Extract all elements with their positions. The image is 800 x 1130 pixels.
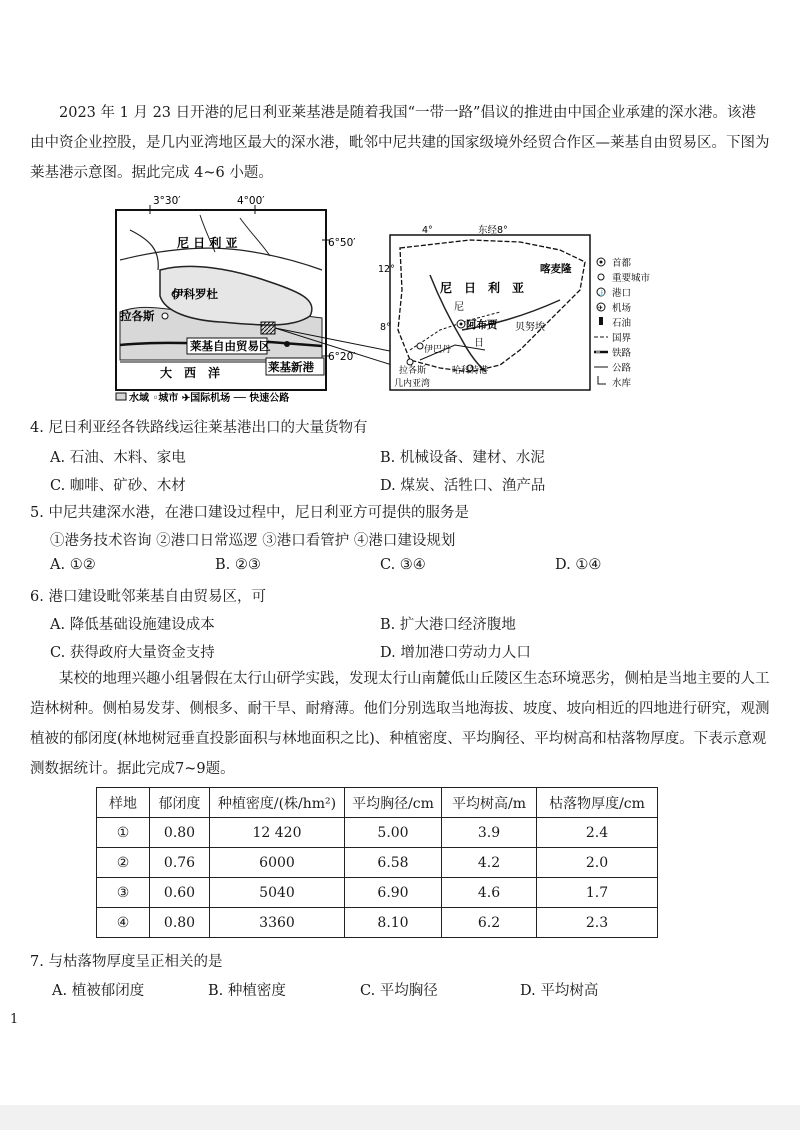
intro-2-text: 某校的地理兴趣小组暑假在太行山研学实践，发现太行山南麓低山丘陵区生态环境恶劣，侧柏是当地主要的人工造林树种。侧柏易发芽、侧根多、耐干旱、耐瘠薄。他们分别选取当地海拔、坡度、坡向相近的四地进行研究，观测植被的郁闭度(林地树冠垂直投影面积与林地面积之比)、种植密度、平均胸径、平均树高和枯落物厚度。下表示意观测数据统计。据此完成7~9题。 xyxy=(30,671,770,777)
left-port-label: 莱基新港 xyxy=(268,360,314,374)
cell: 5.00 xyxy=(345,818,442,848)
cell: 4.2 xyxy=(442,848,537,878)
q5-stem: 5. 中尼共建深水港，在港口建设过程中，尼日利亚方可提供的服务是 xyxy=(30,505,469,521)
map-figure xyxy=(0,0,800,430)
right-lat-b: 8° xyxy=(380,322,391,333)
cell: 0.80 xyxy=(150,908,210,938)
q7-option-d[interactable]: D. 平均树高 xyxy=(520,983,599,999)
legend-railway: 铁路 xyxy=(612,348,632,359)
left-lagos-label: 拉各斯 xyxy=(120,309,155,323)
legend-water-swatch xyxy=(116,393,126,400)
page-number: 1 xyxy=(10,1012,19,1027)
legend-road: 公路 xyxy=(612,363,632,374)
legend-port: 港口 xyxy=(612,288,632,299)
right-lat-a: 12° xyxy=(378,264,395,275)
cell: 3360 xyxy=(210,908,345,938)
cell: 0.80 xyxy=(150,818,210,848)
observation-table xyxy=(96,787,658,938)
left-lat-1: 6°50′ xyxy=(328,237,356,249)
right-gulf-label: 几内亚湾 xyxy=(394,379,431,389)
svg-text:⚓: ⚓ xyxy=(598,290,606,297)
table-row xyxy=(97,818,658,848)
right-capital-label: 阿布贾 xyxy=(466,319,498,331)
header-height: 平均树高/m xyxy=(442,788,537,818)
cell: ② xyxy=(97,848,150,878)
q7-option-a[interactable]: A. 植被郁闭度 xyxy=(52,983,145,999)
intro-paragraph-2 xyxy=(30,664,770,784)
q6-option-d[interactable]: D. 增加港口劳动力人口 xyxy=(380,645,531,661)
table-header-row xyxy=(97,788,658,818)
intro-1-text: 2023 年 1 月 23 日开港的尼日利亚莱基港是随着我国“一带一路”倡议的推进由中国企业承建的深水港。该港由中资企业控股，是几内亚湾地区最大的深水港，毗邻中尼共建的国家级境外经贸合作区—莱基自由贸易区。下图为莱基港示意图。据此完成 4~6 小题。 xyxy=(30,105,770,181)
q4-option-a[interactable]: A. 石油、木料、家电 xyxy=(50,450,186,466)
header-dbh: 平均胸径/cm xyxy=(345,788,442,818)
left-map xyxy=(116,195,356,404)
q5-option-c[interactable]: C. ③④ xyxy=(380,557,426,573)
q5-items: ①港务技术咨询 ②港口日常巡逻 ③港口看管护 ④港口建设规划 xyxy=(50,533,456,549)
cell: 2.4 xyxy=(537,818,658,848)
right-map xyxy=(378,224,590,390)
cell: 6.58 xyxy=(345,848,442,878)
right-country-label: 尼 日 利 亚 xyxy=(440,281,525,295)
table-row xyxy=(97,878,658,908)
cell: 3.9 xyxy=(442,818,537,848)
map-svg xyxy=(0,0,800,430)
header-plot: 样地 xyxy=(97,788,150,818)
q5-option-a[interactable]: A. ①② xyxy=(50,557,96,573)
cell: 4.6 xyxy=(442,878,537,908)
left-country-label: 尼 日 利 亚 xyxy=(177,236,238,250)
legend-reservoir: 水库 xyxy=(612,378,632,389)
right-city-c: 哈科特港 xyxy=(452,366,489,376)
table-row xyxy=(97,908,658,938)
table-row xyxy=(97,848,658,878)
legend-border: 国界 xyxy=(612,333,632,344)
q7-option-b[interactable]: B. 种植密度 xyxy=(208,983,286,999)
q4-option-b[interactable]: B. 机械设备、建材、水泥 xyxy=(380,450,545,466)
cell: 5040 xyxy=(210,878,345,908)
right-city-a: 伊巴丹 xyxy=(424,345,452,355)
cell: ① xyxy=(97,818,150,848)
left-ikorodu-label: 伊科罗杜 xyxy=(172,287,218,301)
cell: 6.2 xyxy=(442,908,537,938)
q7-option-c[interactable]: C. 平均胸径 xyxy=(360,983,438,999)
legend-airport: 机场 xyxy=(612,303,632,314)
q4-option-c[interactable]: C. 咖啡、矿砂、木材 xyxy=(50,478,186,494)
cell: ③ xyxy=(97,878,150,908)
right-river3-label: 日 xyxy=(474,338,484,349)
ibadan-icon xyxy=(417,343,423,349)
left-ftz-label: 莱基自由贸易区 xyxy=(190,339,271,353)
q5-option-d[interactable]: D. ①④ xyxy=(555,557,602,573)
cell: 2.0 xyxy=(537,848,658,878)
right-river1-label: 尼 xyxy=(454,302,464,313)
header-density: 种植密度/(株/hm²) xyxy=(210,788,345,818)
right-lon-b: 东经8° xyxy=(478,225,508,236)
page-footer-band xyxy=(0,1105,800,1130)
cell: ④ xyxy=(97,908,150,938)
lagos-city-icon xyxy=(162,313,168,319)
left-sea-label: 大 西 洋 xyxy=(160,366,221,380)
cell: 1.7 xyxy=(537,878,658,908)
svg-text:✈: ✈ xyxy=(597,304,604,312)
cell: 6000 xyxy=(210,848,345,878)
left-lat-2: 6°20′ xyxy=(328,351,356,363)
legend-oil: 石油 xyxy=(612,318,632,329)
cell: 0.76 xyxy=(150,848,210,878)
q5-option-b[interactable]: B. ②③ xyxy=(215,557,261,573)
left-legend: 水域 ◦城市 ✈国际机场 ── 快速公路 xyxy=(129,393,290,404)
legend-capital: 首都 xyxy=(612,258,632,269)
legend-city: 重要城市 xyxy=(612,273,651,284)
ftz-area xyxy=(261,322,275,334)
q6-option-b[interactable]: B. 扩大港口经济腹地 xyxy=(380,617,516,633)
cell: 2.3 xyxy=(537,908,658,938)
cell: 0.60 xyxy=(150,878,210,908)
q4-option-d[interactable]: D. 煤炭、活牲口、渔产品 xyxy=(380,478,546,494)
left-lon-2: 4°00′ xyxy=(237,195,265,207)
right-lon-a: 4° xyxy=(422,225,433,236)
left-lon-1: 3°30′ xyxy=(153,195,181,207)
cell: 8.10 xyxy=(345,908,442,938)
lagos-icon xyxy=(407,359,413,365)
cell: 12 420 xyxy=(210,818,345,848)
cell: 6.90 xyxy=(345,878,442,908)
right-border-label: 喀麦隆 xyxy=(540,263,572,275)
right-city-b: 拉各斯 xyxy=(399,366,427,376)
right-river2-label: 贝努埃 xyxy=(515,322,545,333)
port-icon xyxy=(284,341,290,347)
q6-stem: 6. 港口建设毗邻莱基自由贸易区，可 xyxy=(30,589,266,605)
header-litter: 枯落物厚度/cm xyxy=(537,788,658,818)
q6-option-c[interactable]: C. 获得政府大量资金支持 xyxy=(50,645,215,661)
q4-stem: 4. 尼日利亚经各铁路线运往莱基港出口的大量货物有 xyxy=(30,420,368,436)
header-canopy: 郁闭度 xyxy=(150,788,210,818)
q7-stem: 7. 与枯落物厚度呈正相关的是 xyxy=(30,954,223,970)
q6-option-a[interactable]: A. 降低基础设施建设成本 xyxy=(50,617,215,633)
right-legend xyxy=(594,257,651,389)
